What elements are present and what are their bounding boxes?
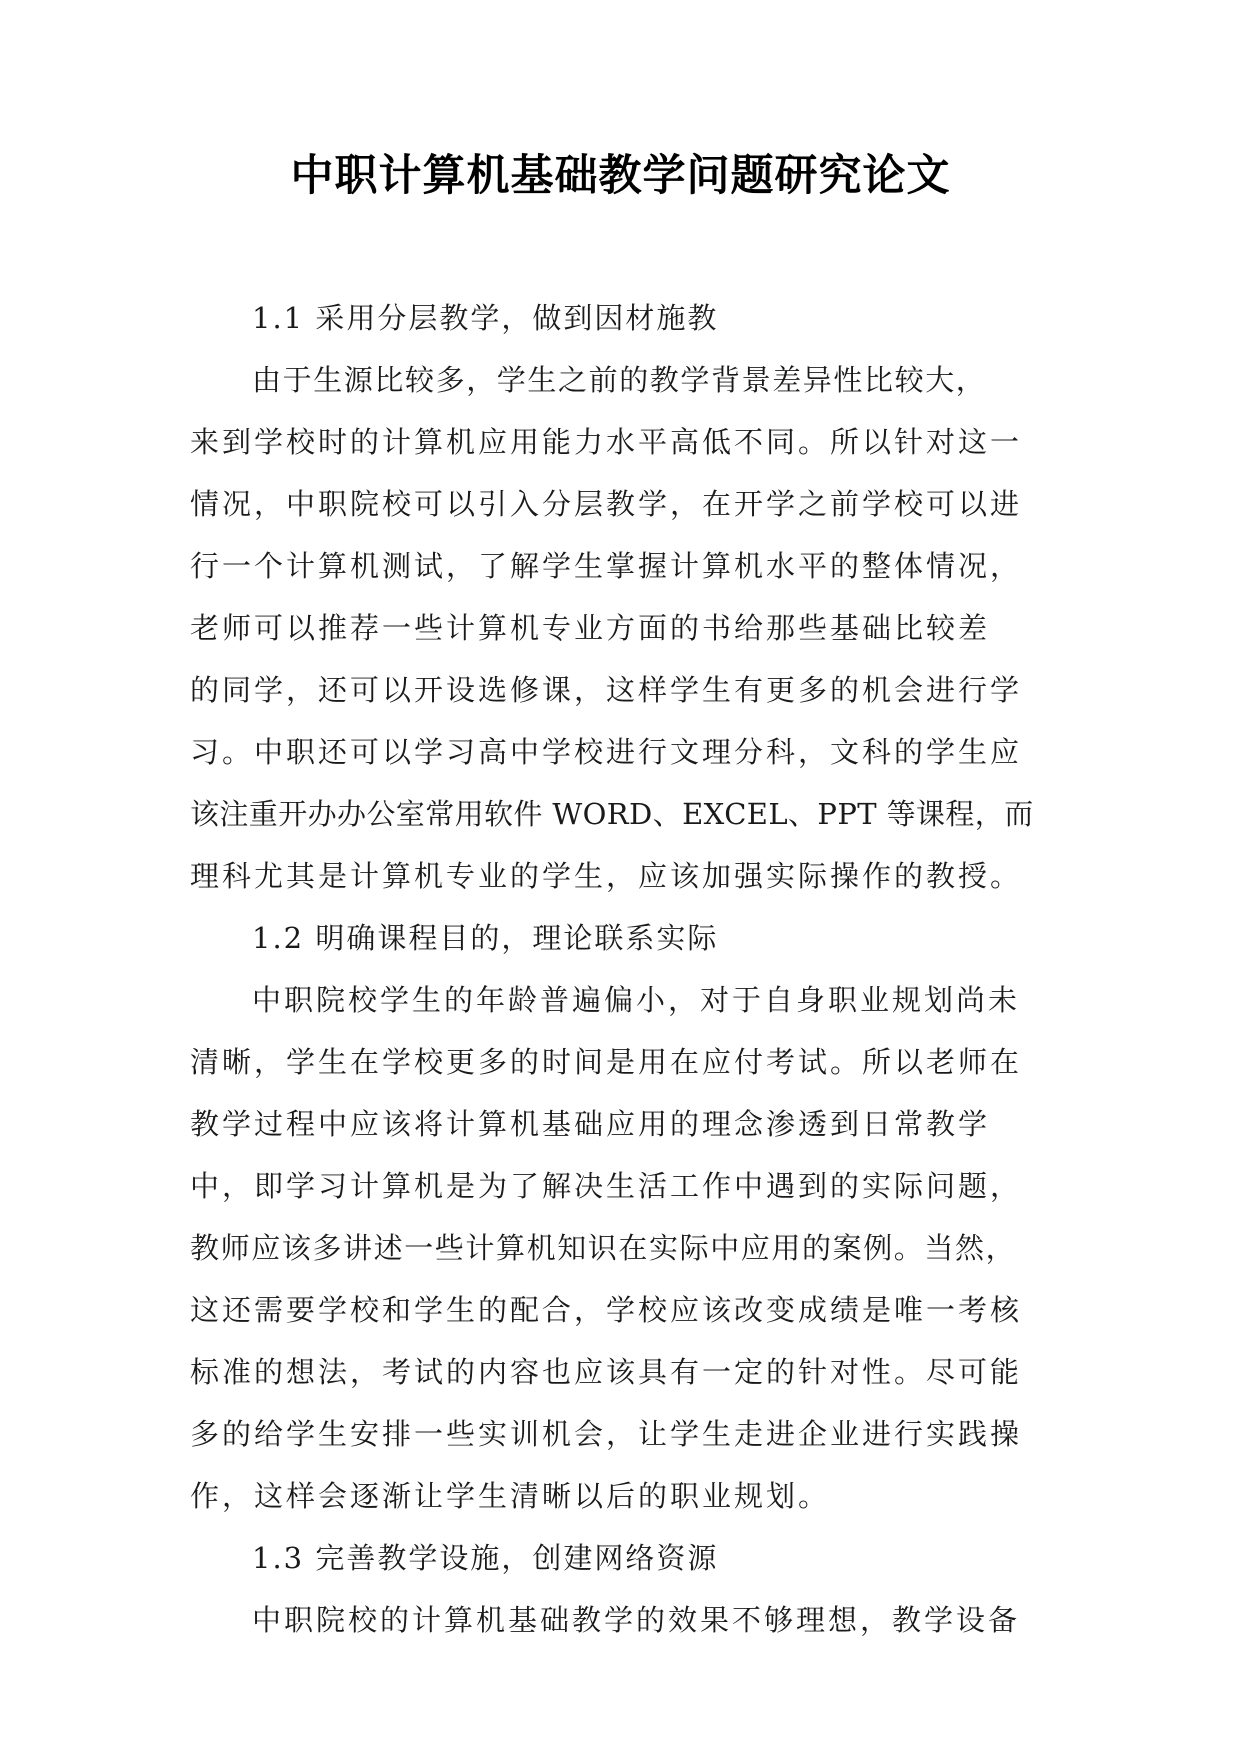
paragraph-line: 习。中职还可以学习高中学校进行文理分科，文科的学生应: [190, 735, 1023, 769]
paragraph-line: 中职院校学生的年龄普遍偏小，对于自身职业规划尚未: [252, 983, 1021, 1017]
section-heading-1-1: 1.1 采用分层教学，做到因材施教: [252, 301, 719, 335]
paragraph-line: 老师可以推荐一些计算机专业方面的书给那些基础比较差: [190, 611, 991, 645]
section-heading-1-3: 1.3 完善教学设施，创建网络资源: [252, 1541, 719, 1575]
paragraph-line: 教学过程中应该将计算机基础应用的理念渗透到日常教学: [190, 1107, 991, 1141]
paragraph-line: 教师应该多讲述一些计算机知识在实际中应用的案例。当然，: [190, 1231, 1017, 1265]
document-body: [190, 287, 1060, 1651]
section-heading-1-2: 1.2 明确课程目的，理论联系实际: [252, 921, 719, 955]
paragraph-line: 行一个计算机测试，了解学生掌握计算机水平的整体情况，: [190, 549, 1023, 583]
paragraph-line: 情况，中职院校可以引入分层教学，在开学之前学校可以进: [190, 487, 1023, 521]
paragraph-line: 清晰，学生在学校更多的时间是用在应付考试。所以老师在: [190, 1045, 1023, 1079]
paragraph-line: 这还需要学校和学生的配合，学校应该改变成绩是唯一考核: [190, 1293, 1023, 1327]
paragraph-line: 该注重开办办公室常用软件 WORD、EXCEL、PPT 等课程，而: [190, 797, 1034, 831]
paragraph-line: 标准的想法，考试的内容也应该具有一定的针对性。尽可能: [190, 1355, 1023, 1389]
paragraph-line: 中，即学习计算机是为了解决生活工作中遇到的实际问题，: [190, 1169, 1023, 1203]
paragraph-line: 中职院校的计算机基础教学的效果不够理想，教学设备: [252, 1603, 1021, 1637]
paragraph-line: 来到学校时的计算机应用能力水平高低不同。所以针对这一: [190, 425, 1023, 459]
document-title: 中职计算机基础教学问题研究论文: [290, 151, 951, 201]
paragraph-line: 由于生源比较多，学生之前的教学背景差异性比较大，: [252, 363, 987, 397]
paragraph-line: 多的给学生安排一些实训机会，让学生走进企业进行实践操: [190, 1417, 1023, 1451]
paragraph-line: 的同学，还可以开设选修课，这样学生有更多的机会进行学: [190, 673, 1023, 707]
paragraph-line: 作，这样会逐渐让学生清晰以后的职业规划。: [190, 1479, 831, 1513]
paragraph-line: 理科尤其是计算机专业的学生，应该加强实际操作的教授。: [190, 859, 1023, 893]
